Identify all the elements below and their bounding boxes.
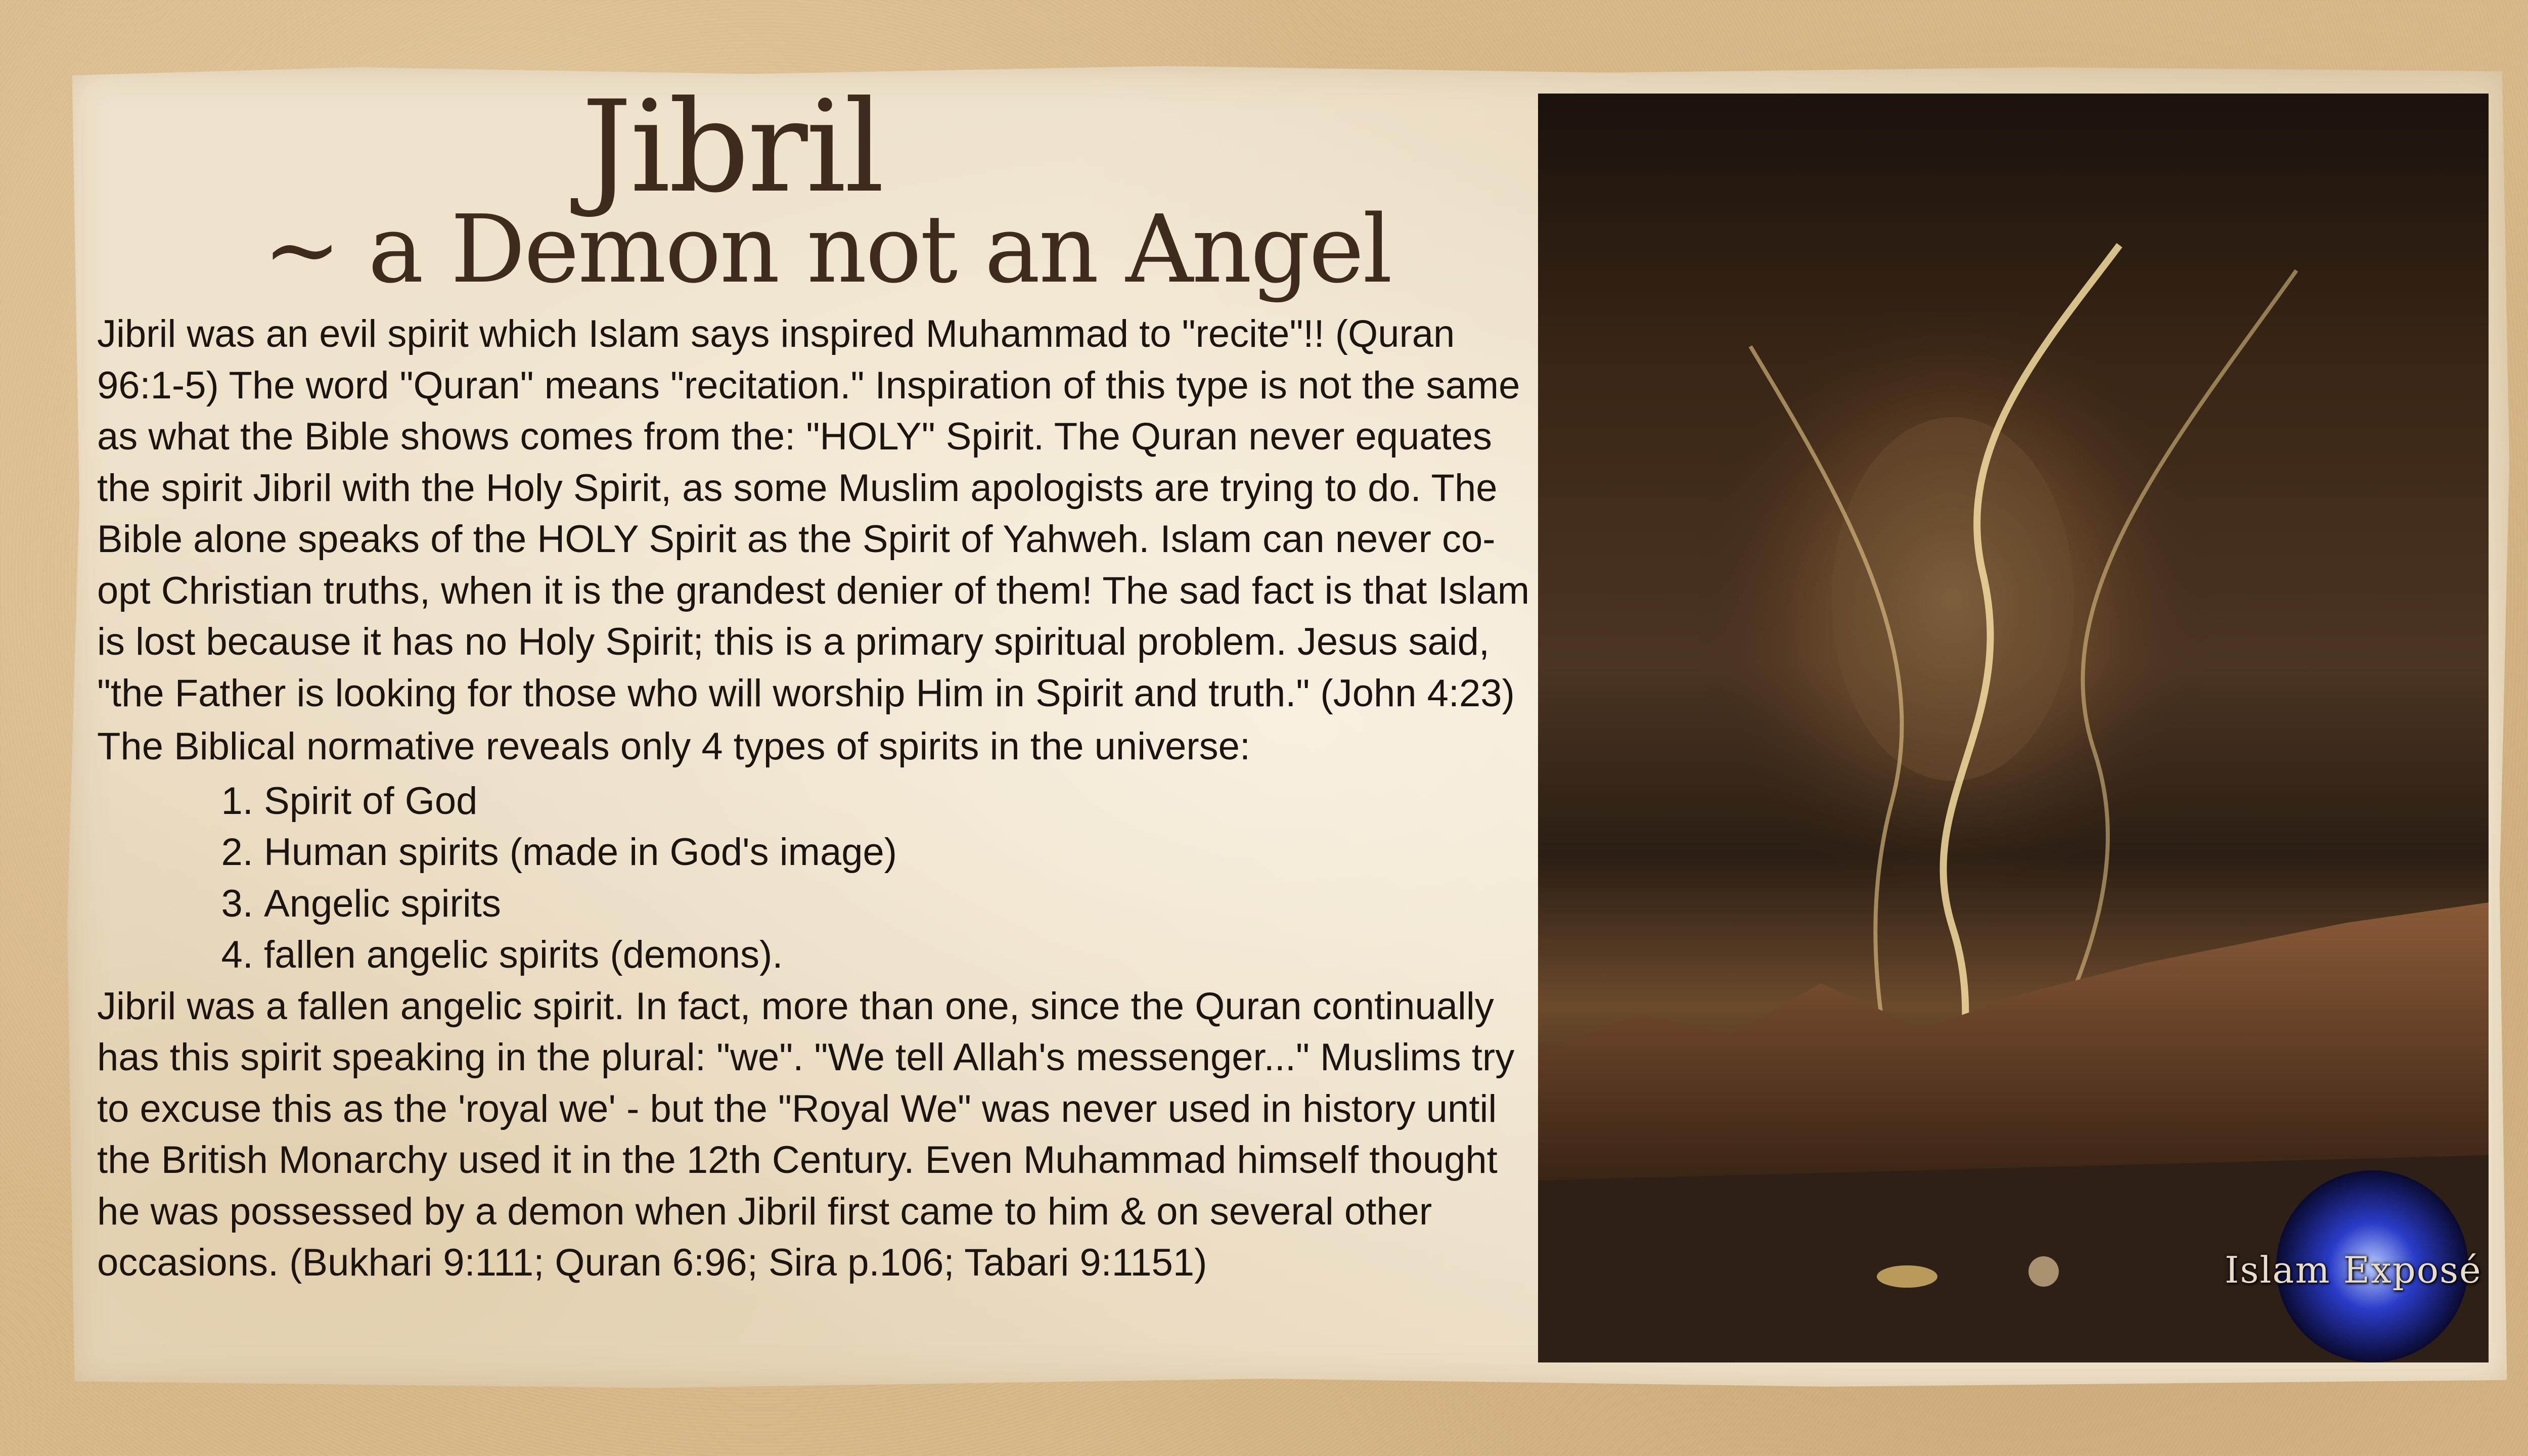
mountain-range [1538,902,2489,1180]
list-item: 2. Human spirits (made in God's image) [264,827,1538,878]
image-art [1538,94,2489,1362]
spirit-types-list [97,776,1538,981]
body-text [97,308,1538,1289]
paragraph-spirit-types: The Biblical normative reveals only 4 types of spirits in the universe: [97,725,1251,768]
list-item: 4. fallen angelic spirits (demons). [264,929,1538,981]
paragraph-intro: Jibril was an evil spirit which Islam says inspired Muhammad to "recite"!! (Quran 96:1-5) The word "Quran" means "recitation." Inspiration of this type is not the same as what the Bible shows comes from the: "HOLY" Spirit. The Quran never equates the spirit Jibril with the Holy Spirit, as some Muslim apologists are trying to do. The Bible alone speaks of the HOLY Spirit as the Spirit of Yahweh. Islam can never co-opt Christian truths, when it is the grandest denier of them! The sad fact is that Islam is lost because it has no Holy Spirit; this is a primary spiritual problem. Jesus said, "the Father is looking for those who will worship Him in Spirit and truth." (John 4:23) [97,312,1530,715]
paragraph-conclusion: Jibril was a fallen angelic spirit. In fact, more than one, since the Quran continually has this spirit speaking in the plural: "we". "We tell Allah's messenger..." Muslims try to excuse this as the 'royal we' - but the "Royal We" was never used in history until the British Monarchy used it in the 12th Century. Even Muhammad himself thought he was possessed by a demon when Jibril first came to him & on several other occasions. (Bukhari 9:111; Quran 6:96; Sira p.106; Tabari 9:1151) [97,984,1515,1284]
skull [2028,1256,2059,1287]
demon-smoke-image [1538,94,2489,1362]
watermark-logo-text: Islam Exposé [2225,1249,2482,1291]
slide-title: Jibril [581,73,883,220]
slide-subtitle: ~ a Demon not an Angel [263,195,1391,304]
list-item: 1. Spirit of God [264,776,1538,827]
demon-face [1831,417,2074,781]
lamp [1877,1265,1937,1288]
list-item: 3. Angelic spirits [264,878,1538,930]
